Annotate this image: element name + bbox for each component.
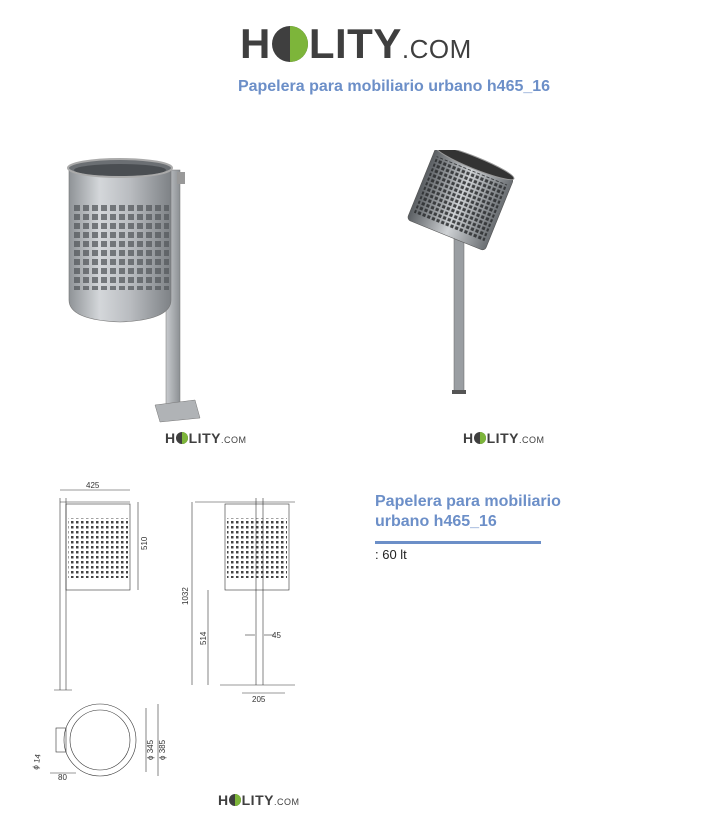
technical-drawing[interactable] — [20, 480, 320, 780]
logo-letter-h: H — [240, 20, 271, 67]
holity-logo[interactable] — [240, 20, 472, 68]
dim-post-height: 514 — [199, 631, 208, 645]
logo-letters-lity: LITY — [241, 792, 274, 808]
holity-logo-small-2 — [463, 430, 544, 446]
logo-o-icon — [176, 432, 188, 444]
dim-total-height: 1032 — [181, 587, 190, 605]
logo-letter-h: H — [463, 430, 474, 446]
logo-domain: .COM — [401, 34, 472, 64]
product-photo-front[interactable] — [55, 150, 205, 425]
dim-bin-height: 510 — [140, 536, 149, 550]
logo-letters-lity: LITY — [308, 20, 402, 67]
product-capacity: : 60 lt — [375, 547, 407, 562]
logo-letter-h: H — [218, 792, 229, 808]
logo-domain: .COM — [273, 797, 300, 807]
dim-offset: 80 — [58, 773, 67, 780]
product-title: Papelera para mobiliario urbano h465_16 — [375, 493, 561, 530]
dim-hole: ϕ 14 — [31, 753, 43, 771]
logo-letters-lity: LITY — [188, 430, 221, 446]
dim-inner-diameter: ϕ 345 — [146, 739, 155, 760]
logo-letter-h: H — [165, 430, 176, 446]
dim-width: 425 — [86, 481, 100, 490]
dim-base: 205 — [252, 695, 266, 704]
holity-logo-small-3 — [218, 792, 299, 808]
logo-o-icon — [229, 794, 241, 806]
logo-domain: .COM — [220, 435, 247, 445]
logo-o-icon — [474, 432, 486, 444]
logo-domain: .COM — [518, 435, 545, 445]
dim-outer-diameter: ϕ 385 — [158, 739, 167, 760]
logo-letters-lity: LITY — [486, 430, 519, 446]
dim-post-width: 45 — [272, 631, 281, 640]
holity-logo-small-1 — [165, 430, 246, 446]
logo-o-icon — [272, 26, 308, 62]
page-subtitle: Papelera para mobiliario urbano h465_16 — [237, 78, 551, 95]
product-photo-tilted[interactable] — [400, 150, 520, 400]
title-divider — [375, 541, 541, 544]
